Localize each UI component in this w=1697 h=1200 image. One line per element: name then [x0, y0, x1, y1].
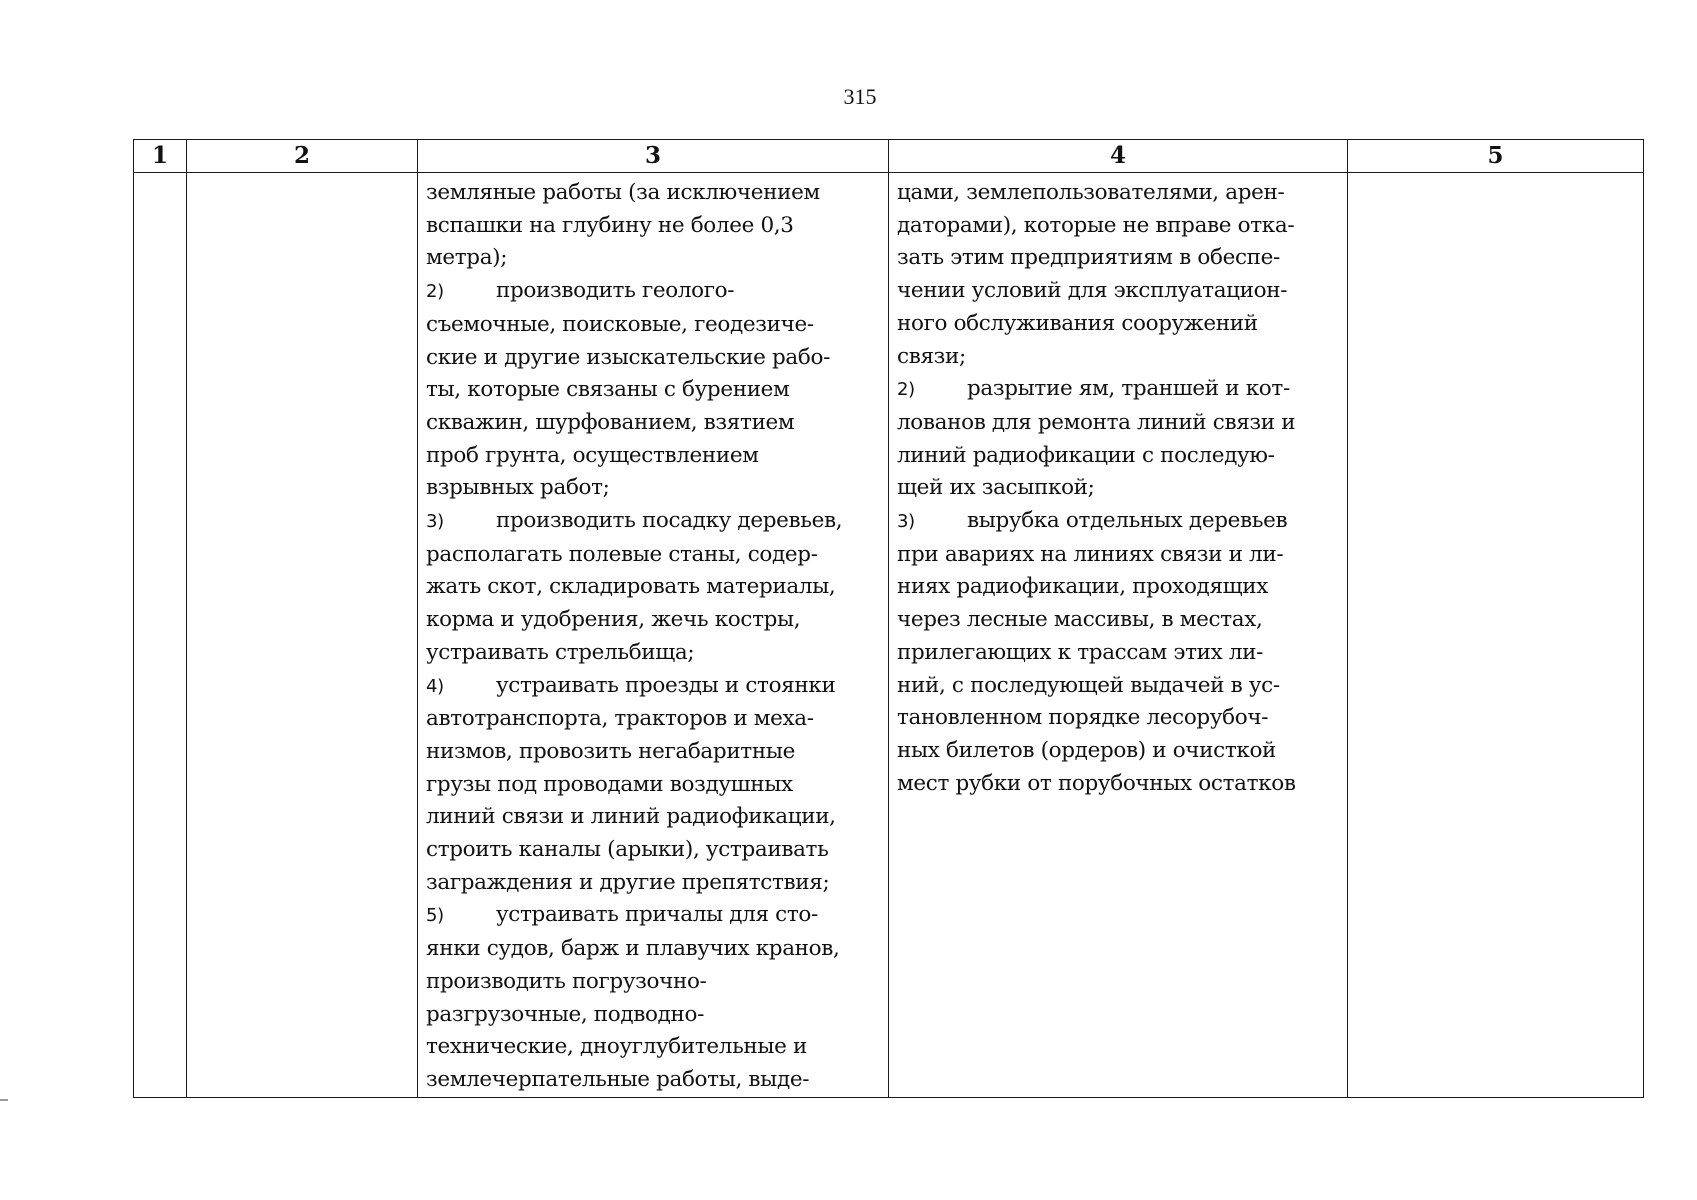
line-text: щей их засыпкой; [897, 475, 1095, 501]
col3-line [426, 210, 882, 243]
column-header-3: 3 [418, 140, 889, 173]
line-text: производить геолого- [496, 278, 735, 304]
col3-line [426, 177, 882, 210]
col4-line [897, 440, 1341, 473]
col4-line [897, 210, 1341, 243]
line-text: устраивать стрельбища; [426, 639, 695, 665]
col4-line [897, 604, 1341, 637]
line-text: лованов для ремонта линий связи и [897, 409, 1296, 435]
line-text: ниях радиофикации, проходящих [897, 574, 1269, 600]
line-text: взрывных работ; [426, 475, 610, 501]
list-item-number: 2) [897, 379, 915, 401]
line-text: землечерпательные работы, выде- [426, 1066, 810, 1092]
line-text: вырубка отдельных деревьев [967, 508, 1288, 534]
line-text: тановленном порядке лесорубоч- [897, 705, 1269, 731]
col3-line [426, 670, 882, 704]
list-item-number: 2) [426, 281, 444, 303]
col3-line [426, 539, 882, 572]
line-text: технические, дноуглубительные и [426, 1034, 808, 1060]
col3-line [426, 899, 882, 933]
col3-line [426, 736, 882, 769]
column-header-1: 1 [134, 140, 187, 173]
line-text: устраивать проезды и стоянки [496, 672, 836, 698]
col3-line [426, 309, 882, 342]
line-text: вспашки на глубину не более 0,3 [426, 212, 794, 238]
col4-line [897, 308, 1341, 341]
line-text: проб грунта, осуществлением [426, 442, 759, 468]
col4-line [897, 539, 1341, 572]
cell-col-1 [134, 173, 187, 1098]
column-header-4: 4 [889, 140, 1348, 173]
cell-col-3 [418, 173, 889, 1098]
line-text: производить посадку деревьев, [496, 508, 843, 534]
col3-line [426, 604, 882, 637]
cell-col-4 [889, 173, 1348, 1098]
column-header-5: 5 [1348, 140, 1644, 173]
col4-line [897, 702, 1341, 735]
line-text: даторами), которые не вправе отка- [897, 212, 1295, 238]
list-item-number: 5) [426, 905, 444, 927]
col3-line [426, 374, 882, 407]
cell-col-2 [187, 173, 418, 1098]
line-text: устраивать причалы для сто- [496, 902, 818, 928]
col3-line [426, 342, 882, 375]
col3-line [426, 1031, 882, 1064]
page-number: 315 [843, 84, 877, 109]
col4-line [897, 637, 1341, 670]
line-text: строить каналы (арыки), устраивать [426, 837, 829, 863]
col4-line [897, 177, 1341, 210]
line-text: скважин, шурфованием, взятием [426, 409, 795, 435]
list-item-number: 3) [426, 511, 444, 533]
line-text: зать этим предприятиям в обеспе- [897, 245, 1280, 271]
line-text: через лесные массивы, в местах, [897, 607, 1263, 633]
col4-line [897, 242, 1341, 275]
line-text: метра); [426, 245, 508, 271]
line-text: грузы под проводами воздушных [426, 771, 793, 797]
line-text: съемочные, поисковые, геодезиче- [426, 311, 814, 337]
col3-line [426, 275, 882, 309]
line-text: разгрузочные, подводно- [426, 1001, 704, 1027]
col3-line [426, 1064, 882, 1097]
col3-line [426, 571, 882, 604]
line-text: автотранспорта, тракторов и меха- [426, 706, 814, 732]
line-text: земляные работы (за исключением [426, 180, 820, 205]
line-text: ных билетов (ордеров) и очисткой [897, 737, 1277, 763]
scan-mark [0, 1099, 8, 1101]
line-text: ний, с последующей выдачей в ус- [897, 672, 1280, 698]
col3-line [426, 407, 882, 440]
list-item-number: 4) [426, 675, 444, 697]
table-row [134, 173, 1644, 1098]
col4-line [897, 571, 1341, 604]
col3-line [426, 703, 882, 736]
line-text: низмов, провозить негабаритные [426, 738, 795, 764]
col3-line [426, 769, 882, 802]
list-item-number: 3) [897, 511, 915, 533]
col4-line [897, 275, 1341, 308]
col4-line [897, 670, 1341, 703]
col4-line [897, 472, 1341, 505]
cell-col-5 [1348, 173, 1644, 1098]
line-text: располагать полевые станы, содер- [426, 541, 818, 567]
line-text: цами, землепользователями, арен- [897, 180, 1285, 205]
line-text: линий связи и линий радиофикации, [426, 804, 836, 830]
col3-line [426, 505, 882, 539]
line-text: ты, которые связаны с бурением [426, 377, 790, 403]
col4-line [897, 341, 1341, 374]
line-text: ного обслуживания сооружений [897, 310, 1258, 336]
col4-line [897, 373, 1341, 407]
line-text: янки судов, барж и плавучих кранов, [426, 936, 840, 962]
col3-line [426, 440, 882, 473]
line-text: связи; [897, 343, 966, 369]
line-text: заграждения и другие препятствия; [426, 869, 830, 895]
col4-line [897, 768, 1341, 801]
col3-line [426, 966, 882, 999]
line-text: ские и другие изыскательские рабо- [426, 344, 830, 370]
column-header-2: 2 [187, 140, 418, 173]
col3-line [426, 999, 882, 1032]
line-text: чении условий для эксплуатацион- [897, 278, 1288, 304]
table-header-row [134, 140, 1644, 173]
col3-line [426, 867, 882, 900]
permitted-works-text [889, 173, 1347, 800]
col3-line [426, 472, 882, 505]
line-text: мест рубки от порубочных остатков [897, 770, 1296, 796]
restrictions-text [418, 173, 888, 1097]
line-text: прилегающих к трассам этих ли- [897, 639, 1264, 665]
col3-line [426, 637, 882, 670]
document-table [133, 139, 1644, 1098]
col3-line [426, 801, 882, 834]
line-text: разрытие ям, траншей и кот- [967, 376, 1290, 402]
line-text: жать скот, складировать материалы, [426, 574, 836, 600]
col3-line [426, 834, 882, 867]
line-text: линий радиофикации с последую- [897, 442, 1275, 468]
col4-line [897, 407, 1341, 440]
line-text: корма и удобрения, жечь костры, [426, 607, 801, 633]
col4-line [897, 735, 1341, 768]
line-text: при авариях на линиях связи и ли- [897, 541, 1284, 567]
col4-line [897, 505, 1341, 539]
line-text: производить погрузочно- [426, 968, 707, 994]
col3-line [426, 242, 882, 275]
col3-line [426, 933, 882, 966]
